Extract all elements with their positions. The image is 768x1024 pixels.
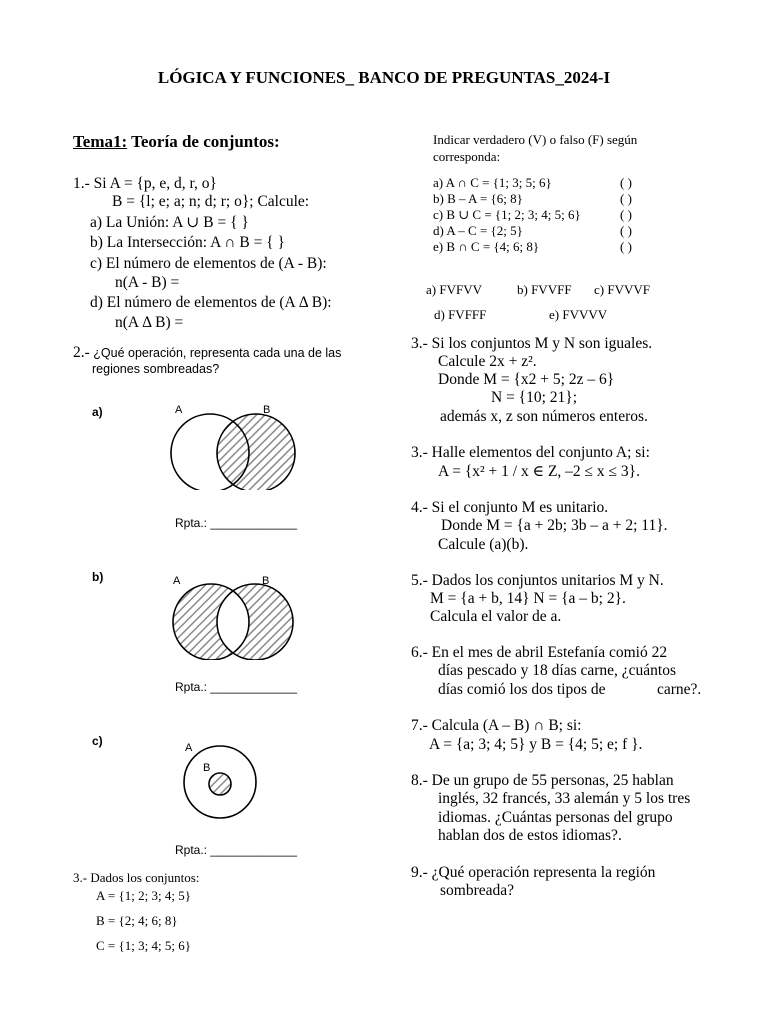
q1-item-d: d) El número de elementos de (A Δ B): bbox=[90, 294, 332, 311]
set-b-shaded bbox=[217, 414, 295, 490]
q2-number: 2.- bbox=[73, 344, 90, 361]
q1-item-b: b) La Intersección: A ∩ B = { } bbox=[90, 234, 285, 251]
diagram-c-label-a: A bbox=[185, 742, 193, 754]
section-label: Tema1: bbox=[73, 132, 128, 151]
p3a-line: 3.- Si los conjuntos M y N son iguales. bbox=[411, 335, 653, 352]
set-b-shaded bbox=[209, 773, 231, 795]
q1-item-a: a) La Unión: A ∪ B = { } bbox=[90, 214, 249, 231]
venn-diagram-a bbox=[155, 405, 315, 490]
set-b-definition: B = {2; 4; 6; 8} bbox=[96, 913, 178, 928]
diagram-b-label-b: B bbox=[262, 575, 270, 587]
vf-item: e) B ∩ C = {4; 6; 8} bbox=[433, 239, 540, 254]
diagram-c-answer: Rpta.: _____________ bbox=[175, 843, 298, 857]
vf-blank: ( ) bbox=[620, 191, 632, 206]
p8-line: inglés, 32 francés, 33 alemán y 5 los tres bbox=[438, 790, 691, 807]
p8-line: idiomas. ¿Cuántas personas del grupo bbox=[438, 809, 673, 826]
option-a: a) FVFVV bbox=[426, 282, 482, 297]
p8-line: 8.- De un grupo de 55 personas, 25 hablan bbox=[411, 772, 674, 789]
p7-line: 7.- Calcula (A – B) ∩ B; si: bbox=[411, 717, 582, 734]
p6-line: días comió los dos tipos de bbox=[438, 681, 606, 698]
q2-heading bbox=[73, 344, 341, 362]
p3a-line: Donde M = {x2 + 5; 2z – 6} bbox=[438, 371, 615, 388]
p4-line: Calcule (a)(b). bbox=[438, 536, 529, 553]
vf-instruction-line2: corresponda: bbox=[433, 149, 501, 164]
q1-item-c-answer: n(A - B) = bbox=[115, 274, 180, 291]
p3b-line: 3.- Halle elementos del conjunto A; si: bbox=[411, 444, 650, 461]
set-c-definition: C = {1; 3; 4; 5; 6} bbox=[96, 938, 191, 953]
q3-left-heading: 3.- Dados los conjuntos: bbox=[73, 870, 200, 885]
option-e: e) FVVVV bbox=[549, 307, 608, 322]
diagram-b-label-a: A bbox=[173, 575, 181, 587]
vf-blank: ( ) bbox=[620, 239, 632, 254]
section-title: Teoría de conjuntos: bbox=[127, 132, 280, 151]
diagram-a-tag: a) bbox=[92, 405, 103, 419]
q2-line2: regiones sombreadas? bbox=[92, 362, 220, 376]
vf-item: d) A – C = {2; 5} bbox=[433, 223, 523, 238]
q1-item-d-answer: n(A Δ B) = bbox=[115, 314, 184, 331]
p7-line: A = {a; 3; 4; 5} y B = {4; 5; e; f }. bbox=[429, 736, 643, 753]
p6-line: carne?. bbox=[657, 681, 702, 698]
q1-line1: 1.- Si A = {p, e, d, r, o} bbox=[73, 175, 217, 192]
p3a-line: además x, z son números enteros. bbox=[440, 408, 648, 425]
p9-line: sombreada? bbox=[440, 882, 515, 899]
diagram-c-label-b: B bbox=[203, 762, 211, 774]
vf-item: a) A ∩ C = {1; 3; 5; 6} bbox=[433, 175, 552, 190]
vf-item: b) B – A = {6; 8} bbox=[433, 191, 523, 206]
p3a-line: N = {10; 21}; bbox=[491, 389, 578, 406]
diagram-b-answer: Rpta.: _____________ bbox=[175, 680, 298, 694]
p6-line: días pescado y 18 días carne, ¿cuántos bbox=[438, 662, 677, 679]
p3a-line: Calcule 2x + z². bbox=[438, 353, 537, 370]
p9-line: 9.- ¿Qué operación representa la región bbox=[411, 864, 656, 881]
diagram-b-tag: b) bbox=[92, 570, 104, 584]
diagram-c-tag: c) bbox=[92, 734, 103, 748]
vf-blank: ( ) bbox=[620, 207, 632, 222]
option-b: b) FVVFF bbox=[517, 282, 572, 297]
p8-line: hablan dos de estos idiomas?. bbox=[438, 827, 622, 844]
p4-line: Donde M = {a + 2b; 3b – a + 2; 11}. bbox=[441, 517, 668, 534]
venn-diagram-b bbox=[155, 575, 315, 660]
p5-line: 5.- Dados los conjuntos unitarios M y N. bbox=[411, 572, 664, 589]
vf-blank: ( ) bbox=[620, 223, 632, 238]
q2-line1: ¿Qué operación, representa cada una de las bbox=[89, 346, 342, 360]
page-title: LÓGICA Y FUNCIONES_ BANCO DE PREGUNTAS_2024-I bbox=[157, 68, 611, 87]
vf-blank: ( ) bbox=[620, 175, 632, 190]
diagram-a-label-a: A bbox=[175, 404, 183, 416]
vf-instruction-line1: Indicar verdadero (V) o falso (F) según bbox=[433, 132, 638, 147]
vf-item: c) B ∪ C = {1; 2; 3; 4; 5; 6} bbox=[433, 207, 581, 222]
p5-line: Calcula el valor de a. bbox=[430, 608, 562, 625]
venn-diagram-c bbox=[175, 745, 265, 835]
p4-line: 4.- Si el conjunto M es unitario. bbox=[411, 499, 609, 516]
p3b-line: A = {x² + 1 / x ∈ Z, –2 ≤ x ≤ 3}. bbox=[438, 463, 640, 480]
p5-line: M = {a + b, 14} N = {a – b; 2}. bbox=[430, 590, 626, 607]
section-heading bbox=[73, 132, 280, 152]
set-a-definition: A = {1; 2; 3; 4; 5} bbox=[96, 888, 191, 903]
option-d: d) FVFFF bbox=[434, 307, 487, 322]
option-c: c) FVVVF bbox=[594, 282, 650, 297]
diagram-a-answer: Rpta.: _____________ bbox=[175, 516, 298, 530]
diagram-a-label-b: B bbox=[263, 404, 271, 416]
q1-item-c: c) El número de elementos de (A - B): bbox=[90, 255, 327, 272]
q1-line2: B = {l; e; a; n; d; r; o}; Calcule: bbox=[112, 193, 310, 210]
p6-line: 6.- En el mes de abril Estefanía comió 22 bbox=[411, 644, 668, 661]
